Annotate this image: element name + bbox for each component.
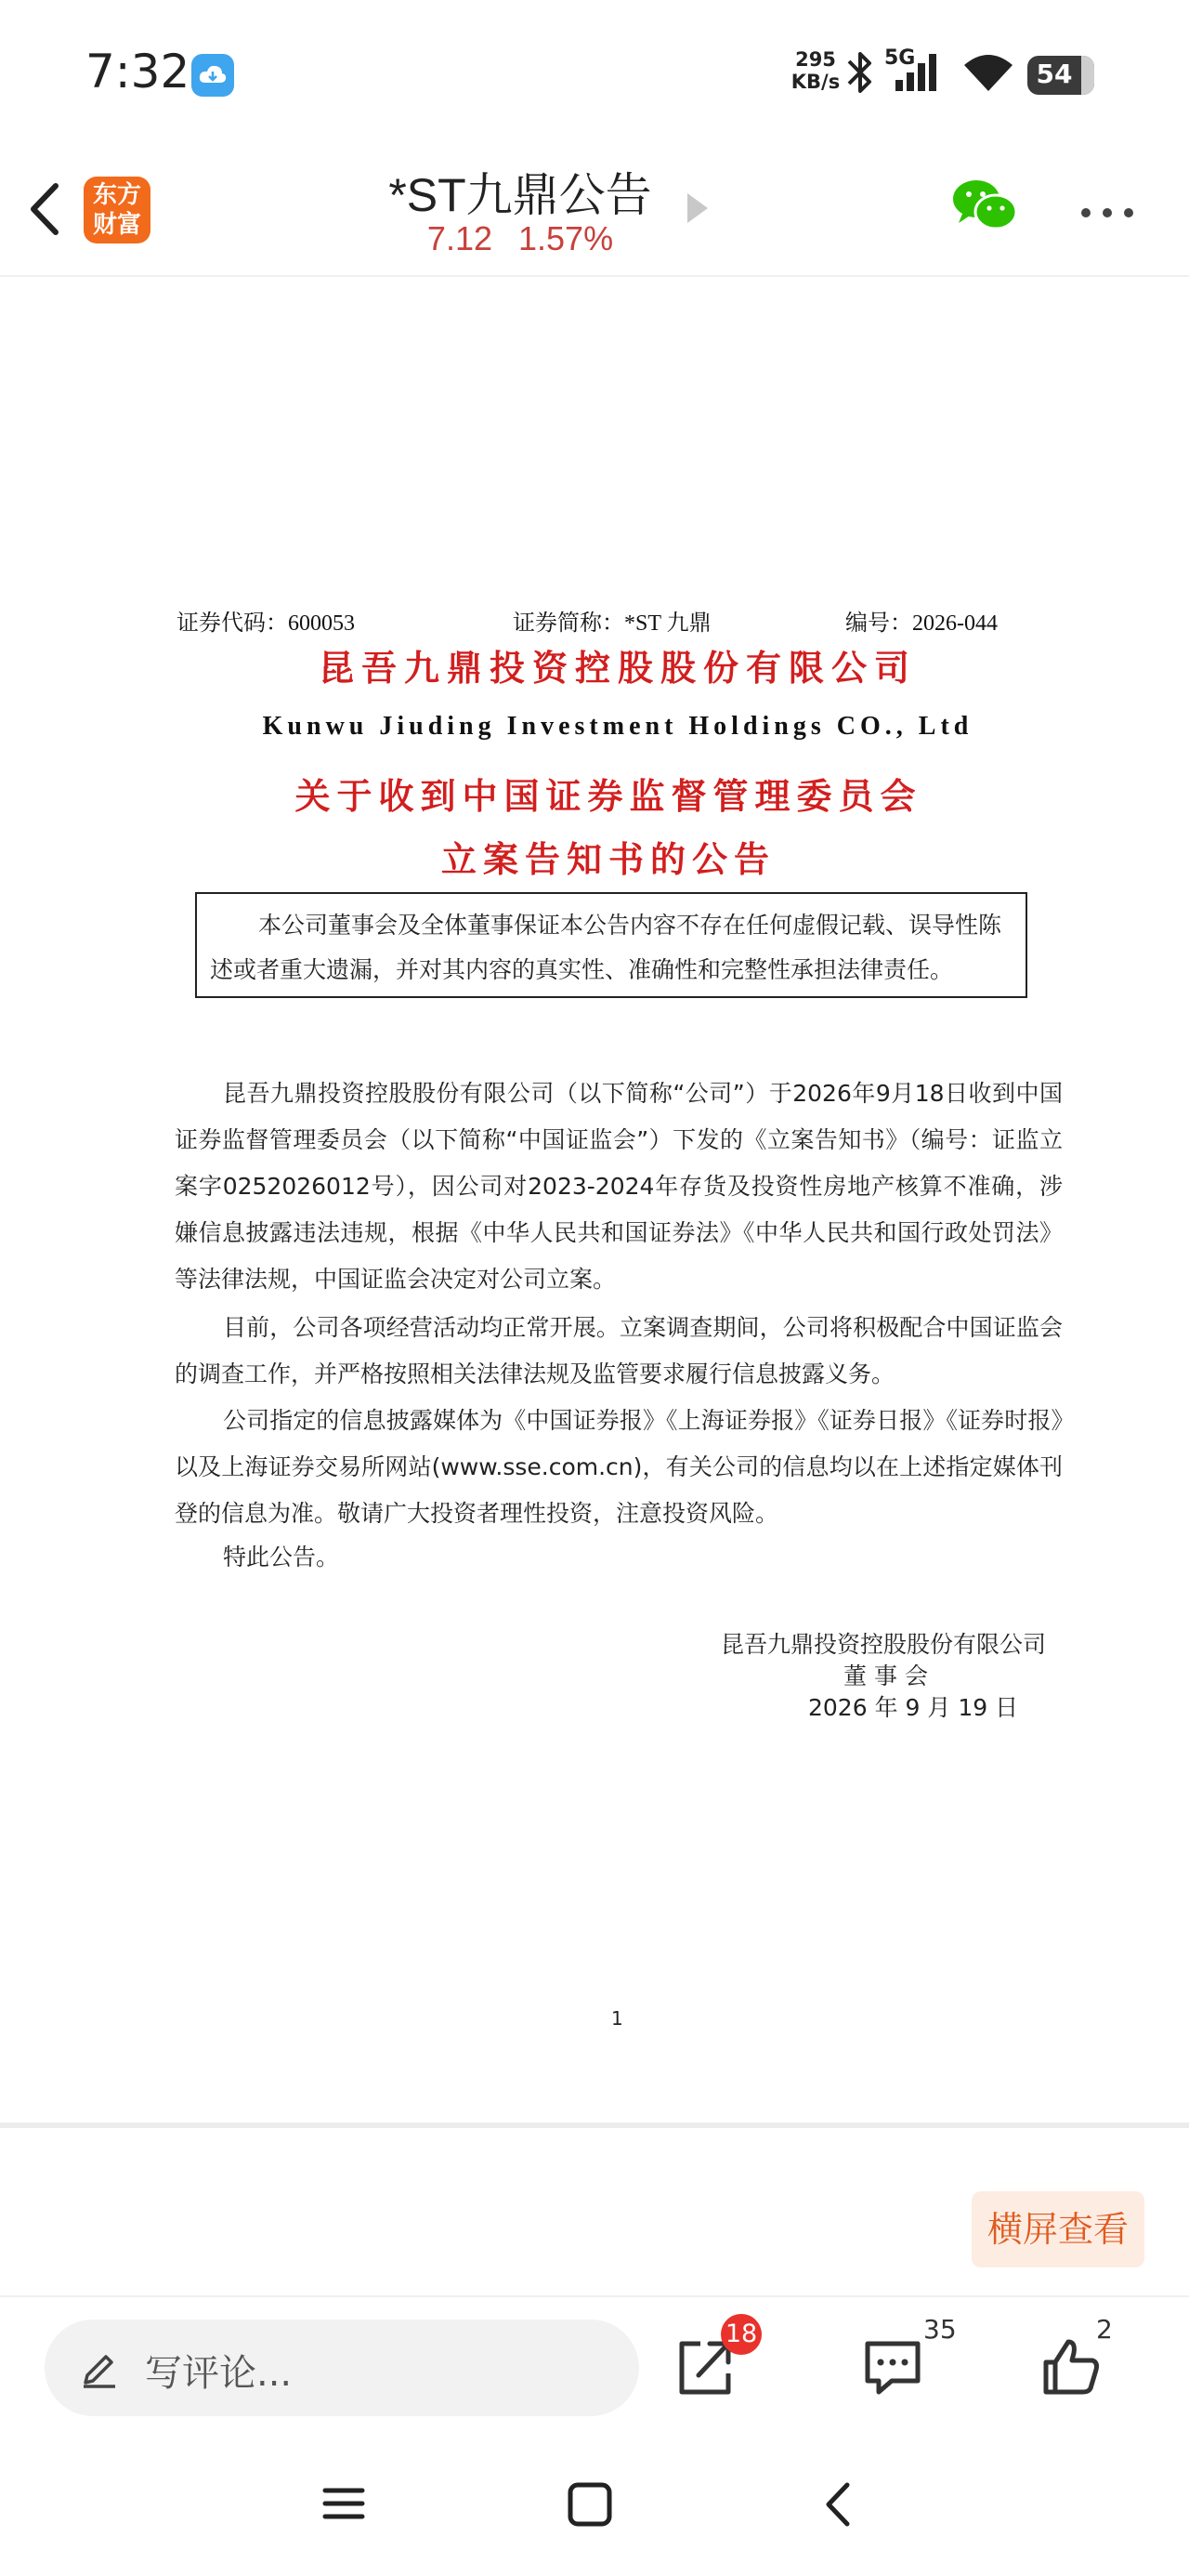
comment-count: 35 — [923, 2314, 957, 2345]
section-divider — [0, 2123, 1189, 2128]
paragraph-filing: 昆吾九鼎投资控股股份有限公司（以下简称“公司”）于2026年9月18日收到中国证券监督管理委员会（以下简称“中国证监会”）下发的《立案告知书》（编号：证监立案字0252026012号），因公司对2023-2024年存货及投资性房地产核算不准确，涉嫌信息披露违法违规，根据《中华人民共和国证券法》《中华人民共和国行政处罚法》等法律法规，中国证监会决定对公司立案。 — [175, 1080, 1063, 1293]
comment-input[interactable] — [45, 2320, 639, 2416]
network-speed-value: 295 — [795, 48, 836, 71]
battery-level: 54 — [1036, 59, 1073, 89]
recent-apps-icon[interactable] — [321, 2481, 366, 2526]
thumbs-up-icon — [1039, 2334, 1104, 2399]
notice-title-line1: 关于收到中国证券监督管理委员会 — [294, 778, 922, 817]
comments-button[interactable] — [856, 2314, 957, 2411]
landscape-view-button[interactable]: 横屏查看 — [972, 2191, 1144, 2267]
stock-change: 1.57% — [518, 219, 614, 257]
like-button[interactable] — [1035, 2314, 1118, 2411]
battery-indicator — [1027, 56, 1094, 95]
wifi-icon — [962, 52, 1014, 93]
logo-text-bottom: 财富 — [92, 211, 141, 239]
logo-text-top: 东方 — [92, 181, 141, 209]
page-title: *ST九鼎公告 — [388, 169, 652, 221]
stock-short-name: 证券简称：*ST 九鼎 — [513, 611, 712, 636]
page-number: 1 — [611, 2007, 623, 2030]
company-name-cn: 昆吾九鼎投资控股股份有限公司 — [318, 650, 917, 689]
share-button[interactable] — [665, 2320, 758, 2411]
disclaimer-text: 本公司董事会及全体董事保证本公告内容不存在任何虚假记载、误导性陈述或者重大遗漏，并对其内容的真实性、准确性和完整性承担法律责任。 — [210, 912, 1002, 983]
network-speed-unit: KB/s — [790, 71, 841, 93]
document-number: 编号：2026-044 — [845, 611, 998, 636]
clock: 7:32 — [85, 45, 190, 99]
app-header — [0, 149, 1189, 277]
status-bar — [0, 0, 1189, 149]
stock-price: 7.12 — [426, 219, 492, 257]
like-count: 2 — [1096, 2314, 1113, 2345]
network-type: 5G — [884, 46, 916, 70]
network-speed — [786, 48, 845, 93]
comment-placeholder: 写评论... — [145, 2352, 293, 2395]
signature-board: 董事会 — [843, 1663, 936, 1689]
stock-code: 证券代码：600053 — [176, 611, 355, 636]
wechat-share-icon[interactable] — [951, 177, 1018, 236]
cloud-sync-icon — [191, 54, 234, 97]
comment-bubble-icon — [860, 2334, 925, 2399]
company-name-en: Kunwu Jiuding Investment Holdings CO., Ltd — [262, 712, 973, 741]
closing-line: 特此公告。 — [223, 1544, 340, 1571]
system-back-icon[interactable] — [817, 2479, 858, 2530]
share-count-badge: 18 — [721, 2314, 762, 2355]
signature-date: 2026 年 9 月 19 日 — [808, 1694, 1019, 1721]
notice-title-line2: 立案告知书的公告 — [440, 841, 776, 880]
more-options-icon[interactable] — [1079, 206, 1135, 219]
signature-company: 昆吾九鼎投资控股股份有限公司 — [721, 1631, 1047, 1658]
paragraph-operations: 目前，公司各项经营活动均正常开展。立案调查期间，公司将积极配合中国证监会的调查工作，并严格按照相关法律法规及监管要求履行信息披露义务。 — [175, 1314, 1063, 1387]
expand-arrow-icon[interactable] — [686, 190, 710, 227]
paragraph-media: 公司指定的信息披露媒体为《中国证券报》《上海证券报》《证券日报》《证券时报》以及上海证券交易所网站(www.sse.com.cn)，有关公司的信息均以在上述指定媒体刊登的信息为准。敬请广大投资者理性投资，注意投资风险。 — [175, 1407, 1063, 1527]
battery-empty-part — [1081, 56, 1094, 95]
home-icon[interactable] — [567, 2481, 613, 2528]
disclaimer-box — [195, 892, 1027, 998]
pencil-icon — [80, 2347, 119, 2388]
stock-quote — [0, 219, 1040, 258]
bluetooth-icon — [842, 48, 879, 97]
bottom-toolbar — [0, 2295, 1189, 2427]
system-nav-bar — [0, 2453, 1189, 2576]
